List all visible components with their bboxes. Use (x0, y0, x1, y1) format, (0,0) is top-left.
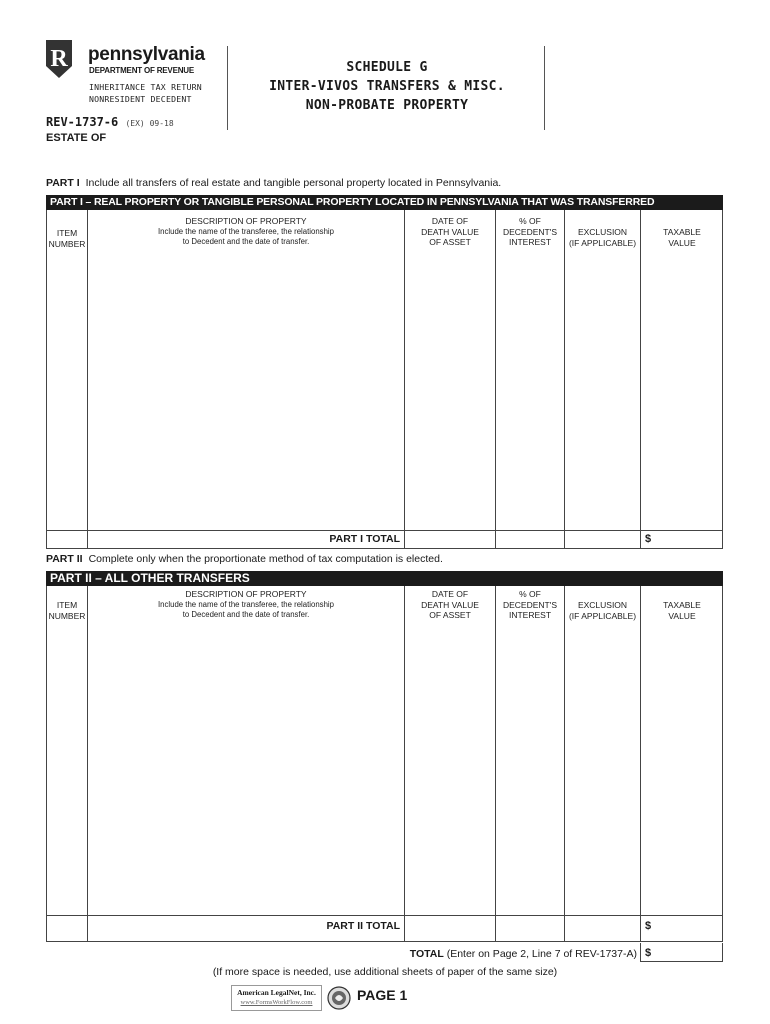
part1-total-field[interactable] (641, 531, 723, 548)
header-tax-line-1: TAXABLE (663, 227, 701, 237)
header-decedent-interest (496, 589, 564, 621)
header-pct-line-3: INTEREST (508, 237, 552, 247)
header-exclusion (565, 600, 640, 621)
seal-icon (327, 986, 351, 1010)
header-pct-line-1: % OF (519, 589, 541, 599)
additional-space-note: (If more space is needed, use additional sheets of paper of the same size) (212, 966, 558, 978)
schedule-title-line-2: INTER-VIVOS TRANSFERS & MISC. (269, 79, 505, 94)
col-divider (404, 586, 405, 941)
svg-text:R: R (50, 46, 68, 72)
header-desc-line-1: DESCRIPTION OF PROPERTY (185, 216, 307, 226)
part2-total-field[interactable] (641, 916, 723, 942)
header-desc-line-1: DESCRIPTION OF PROPERTY (185, 589, 307, 599)
col-divider (495, 210, 496, 548)
part1-intro-label: PART I (46, 177, 80, 189)
return-type-line-1: INHERITANCE TAX RETURN (89, 82, 202, 92)
part1-total-currency: $ (645, 533, 652, 545)
header-decedent-interest (496, 216, 564, 248)
col-divider (564, 210, 565, 548)
header-excl-line-1: EXCLUSION (577, 600, 628, 610)
grand-total-currency: $ (645, 947, 652, 959)
header-dov-line-2: DEATH VALUE (421, 226, 479, 237)
header-dov-line-3: OF ASSET (429, 237, 471, 247)
return-type-line-2: NONRESIDENT DECEDENT (89, 94, 192, 104)
col-divider (404, 210, 405, 548)
col-divider (640, 210, 641, 548)
vendor-name: American LegalNet, Inc. (237, 988, 316, 997)
grand-total-field[interactable] (640, 943, 723, 962)
vendor-url: www.FormsWorkFlow.com (240, 999, 313, 1006)
header-item-line-2: NUMBER (48, 238, 86, 249)
header-tax-line-1: TAXABLE (663, 600, 701, 610)
header-dov-line-1: DATE OF (431, 589, 469, 599)
header-dov-line-3: OF ASSET (429, 610, 471, 620)
part2-total-currency: $ (645, 920, 652, 932)
header-tax-line-2: VALUE (668, 237, 696, 248)
part1-total-label: PART I TOTAL (329, 533, 400, 545)
part1-total-row (47, 530, 722, 548)
header-item-line-2: NUMBER (48, 610, 86, 621)
part2-table (46, 586, 723, 942)
header-death-value (405, 589, 495, 621)
header-desc-line-2: Include the name of the transferee, the relationship (158, 599, 334, 609)
estate-of-field[interactable] (46, 145, 723, 175)
header-taxable-value (641, 600, 723, 621)
header-item-number (47, 600, 87, 621)
col-divider (495, 586, 496, 941)
grand-total-instruction: (Enter on Page 2, Line 7 of REV-1737-A) (446, 948, 637, 960)
part2-total-label-cell (47, 916, 404, 942)
header-excl-line-2: (IF APPLICABLE) (568, 610, 637, 621)
schedule-title (229, 58, 545, 115)
header-item-line-1: ITEM (56, 228, 78, 238)
form-edition: (EX) 09-18 (125, 119, 174, 128)
part1-table (46, 210, 723, 549)
form-number-text: REV-1737-6 (46, 115, 119, 129)
grand-total-divider (640, 943, 641, 962)
header-desc-line-3: to Decedent and the date of transfer. (182, 610, 310, 619)
header-pct-line-3: INTEREST (508, 610, 552, 620)
part1-intro-text: Include all transfers of real estate and tangible personal property located in Pennsylvania. (85, 177, 502, 189)
header-item-line-1: ITEM (56, 600, 78, 610)
estate-of-label: ESTATE OF (46, 132, 107, 144)
header-pct-line-2: DECEDENT'S (502, 599, 558, 610)
header-description (88, 589, 404, 621)
part1-intro (46, 177, 501, 189)
col-divider (640, 586, 641, 941)
header-taxable-value (641, 227, 723, 248)
header-desc-line-3: to Decedent and the date of transfer. (182, 237, 310, 246)
part2-description-entry[interactable] (88, 626, 404, 916)
part2-intro (46, 553, 443, 565)
header-tax-line-2: VALUE (668, 610, 696, 621)
header-pct-line-2: DECEDENT'S (502, 226, 558, 237)
part1-description-entry[interactable] (88, 252, 404, 530)
part2-intro-label: PART II (46, 553, 83, 565)
part2-total-row (47, 915, 722, 942)
header-description (88, 216, 404, 248)
agency-department: DEPARTMENT OF REVENUE (89, 66, 194, 75)
form-number (46, 115, 174, 129)
part2-section-bar: PART II – ALL OTHER TRANSFERS (46, 571, 723, 586)
header-item-number (47, 228, 87, 249)
grand-total-word: TOTAL (409, 948, 444, 960)
vendor-logo (231, 985, 322, 1011)
part1-section-bar: PART I – REAL PROPERTY OR TANGIBLE PERSONAL PROPERTY LOCATED IN PENNSYLVANIA THAT WAS TRANSFERRED (46, 195, 723, 210)
header-divider-left (227, 46, 228, 130)
header-death-value (405, 216, 495, 248)
header-exclusion (565, 227, 640, 248)
agency-name: pennsylvania (88, 44, 205, 65)
grand-total-label (230, 948, 637, 960)
header-dov-line-1: DATE OF (431, 216, 469, 226)
col-divider (564, 586, 565, 941)
page-number: PAGE 1 (357, 987, 408, 1003)
schedule-title-line-1: SCHEDULE G (346, 60, 428, 75)
header-desc-line-2: Include the name of the transferee, the relationship (158, 226, 334, 236)
part2-total-label: PART II TOTAL (326, 920, 400, 932)
schedule-title-line-3: NON-PROBATE PROPERTY (305, 98, 469, 113)
header-dov-line-2: DEATH VALUE (421, 599, 479, 610)
header-excl-line-2: (IF APPLICABLE) (568, 237, 637, 248)
part1-total-label-cell (47, 531, 404, 548)
header-excl-line-1: EXCLUSION (577, 227, 628, 237)
pa-keystone-logo-icon (46, 40, 72, 78)
part2-intro-text: Complete only when the proportionate method of tax computation is elected. (88, 553, 443, 565)
header-pct-line-1: % OF (519, 216, 541, 226)
